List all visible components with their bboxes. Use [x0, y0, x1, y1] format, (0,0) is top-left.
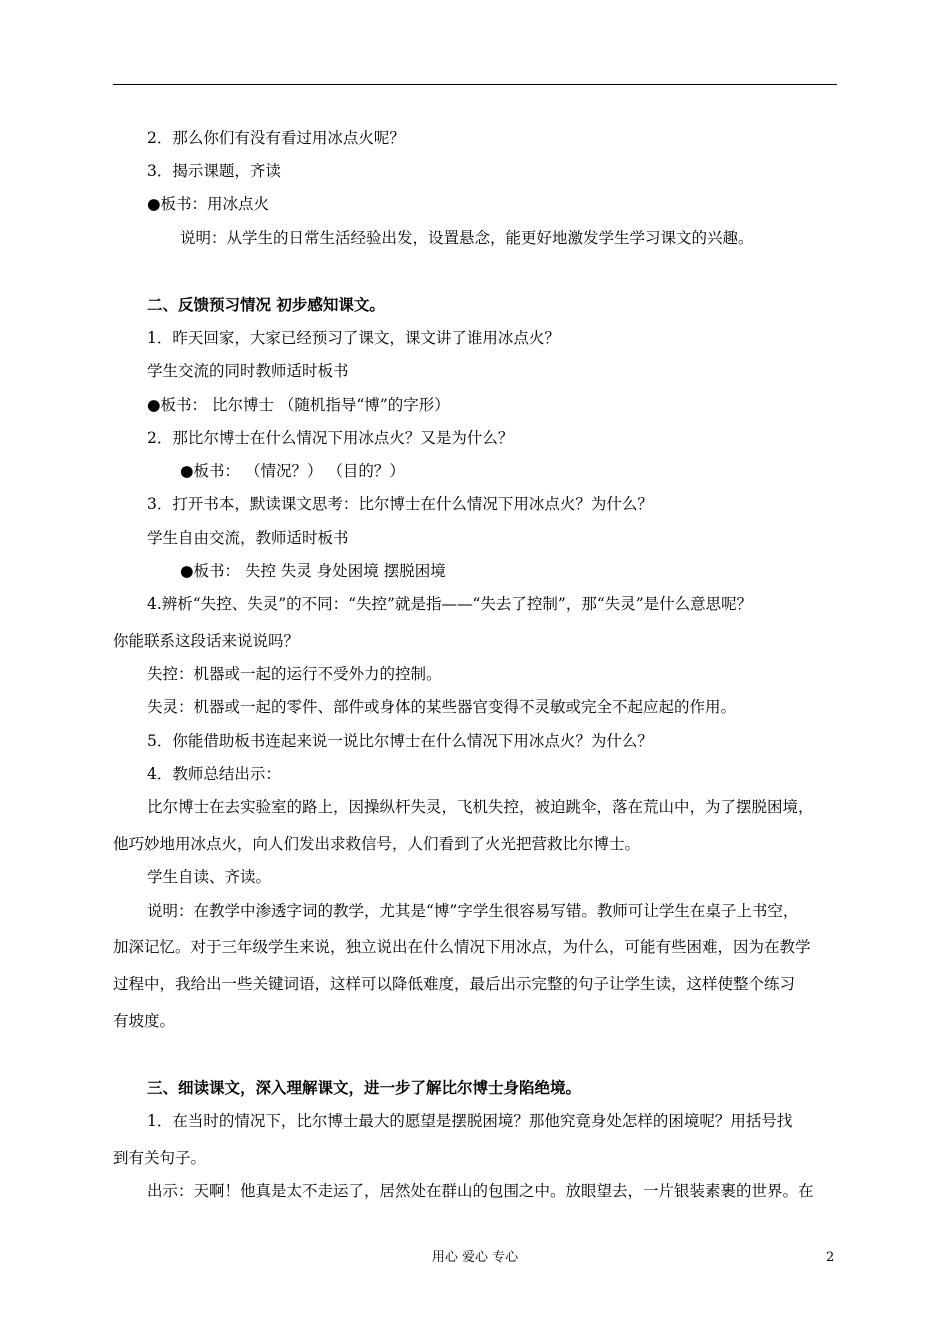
text-line: 比尔博士在去实验室的路上，因操纵杆失灵，飞机失控，被迫跳伞，落在荒山中，为了摆脱困境，: [147, 798, 814, 816]
text-line: 你能联系这段话来说说吗？: [113, 632, 300, 650]
text-line: 4．教师总结出示：: [147, 765, 281, 783]
note-line: 过程中，我给出一些关键词语，这样可以降低难度，最后出示完整的句子让学生读，这样使整个练习: [113, 975, 796, 993]
section-heading: 二、反馈预习情况 初步感知课文。: [147, 295, 385, 314]
note-line: 说明：在教学中渗透字词的教学，尤其是“博”字学生很容易写错。教师可让学生在桌子上书空，: [147, 902, 799, 920]
text-line: 4.辨析“失控、失灵”的不同：“失控”就是指——“失去了控制”，那“失灵”是什么意思呢？: [147, 595, 753, 613]
text-line: 学生交流的同时教师适时板书: [147, 362, 349, 380]
board-line: ●板书： 比尔博士 （随机指导“博”的字形）: [147, 396, 450, 414]
board-line: ●板书： 失控 失灵 身处困境 摆脱困境: [180, 562, 446, 580]
text-line: 3．揭示课题，齐读: [147, 162, 281, 180]
text-line: ●板书：用冰点火: [147, 195, 270, 213]
text-line: 1．在当时的情况下，比尔博士最大的愿望是摆脱困境？那他究竟身处怎样的困境呢？用括号找: [147, 1112, 793, 1130]
text-line: 3．打开书本，默读课文思考：比尔博士在什么情况下用冰点火？为什么？: [147, 495, 653, 513]
section-heading: 三、细读课文，深入理解课文，进一步了解比尔博士身陷绝境。: [147, 1078, 582, 1097]
text-line: 5．你能借助板书连起来说一说比尔博士在什么情况下用冰点火？为什么？: [147, 732, 653, 750]
note-line: 有坡度。: [113, 1012, 176, 1030]
text-line: 到有关句子。: [113, 1149, 207, 1167]
text-line: 1．昨天回家，大家已经预习了课文，课文讲了谁用冰点火？: [147, 329, 560, 347]
text-line: 失控：机器或一起的运行不受外力的控制。: [147, 665, 442, 683]
text-line: 2．那比尔博士在什么情况下用冰点火？又是为什么？: [147, 429, 514, 447]
header-rule: [113, 84, 837, 85]
page-number: 2: [826, 1250, 835, 1265]
text-line: 2．那么你们有没有看过用冰点火呢？: [147, 129, 405, 147]
text-line: 出示：天啊！他真是太不走运了，居然处在群山的包围之中。放眼望去，一片银装素裹的世界。在: [147, 1182, 814, 1200]
footer-motto: 用心 爱心 专心: [431, 1250, 519, 1265]
text-line: 他巧妙地用冰点火，向人们发出求救信号，人们看到了火光把营救比尔博士。: [113, 835, 641, 853]
text-line: 学生自读、齐读。: [147, 868, 272, 886]
note-line: 加深记忆。对于三年级学生来说，独立说出在什么情况下用冰点，为什么，可能有些困难，因为在教学: [113, 938, 811, 956]
note-line: 说明：从学生的日常生活经验出发，设置悬念，能更好地激发学生学习课文的兴趣。: [180, 229, 754, 247]
board-line: ●板书： （情况？） （目的？）: [180, 462, 405, 480]
text-line: 学生自由交流，教师适时板书: [147, 529, 349, 547]
text-line: 失灵：机器或一起的零件、部件或身体的某些器官变得不灵敏或完全不起应起的作用。: [147, 698, 737, 716]
